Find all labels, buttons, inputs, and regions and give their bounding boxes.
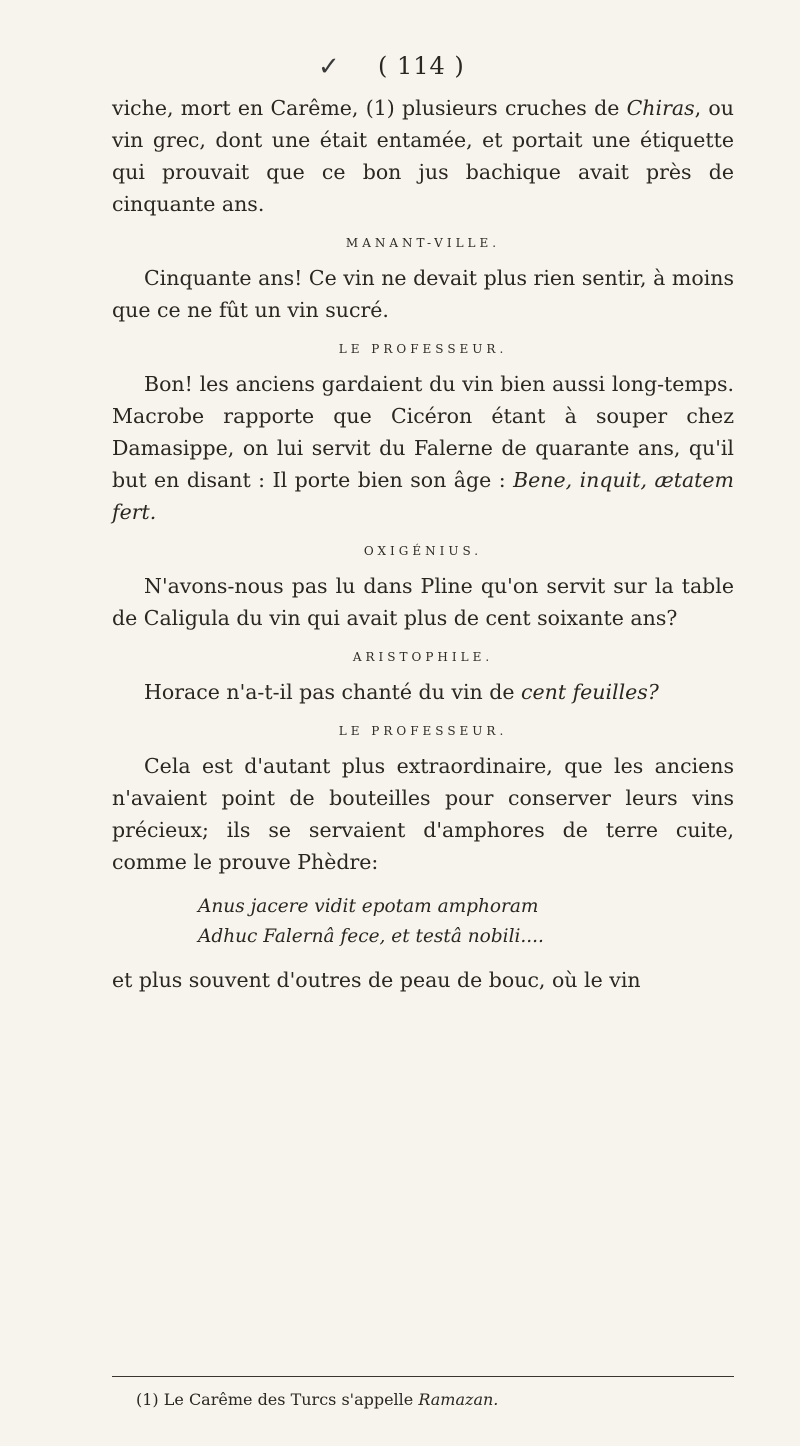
paragraph-4: N'avons-nous pas lu dans Pline qu'on servit sur la table de Caligula du vin qui avait plus de cent soixante ans? (112, 574, 734, 630)
page-number: ( 114 ) (378, 52, 465, 80)
verse-quote (112, 892, 734, 952)
paragraph-3: Bon! les anciens gardaient du vin bien aussi long-temps. Macrobe rapporte que Cicéron étant à souper chez Damasippe, on lui servit du Falerne de quarante ans, qu'il but en disant : Il porte bien son âge : Bene, inquit, ætatem fert. (112, 372, 734, 524)
footnote: (1) Le Carême des Turcs s'appelle Ramazan. (136, 1390, 499, 1409)
paragraph-7: et plus souvent d'outres de peau de bouc, où le vin (112, 968, 641, 992)
paragraph-5: Horace n'a-t-il pas chanté du vin de cent feuilles? (144, 680, 659, 704)
speaker-heading: LE PROFESSEUR. (338, 724, 508, 738)
page-header (0, 52, 800, 92)
paragraph-1: viche, mort en Carême, (1) plusieurs cruches de Chiras, ou vin grec, dont une était entamée, et portait une étiquette qui prouvait que ce bon jus bachique avait près de cinquante ans. (112, 96, 734, 216)
main-text (112, 92, 734, 996)
speaker-heading: MANANT-VILLE. (345, 236, 501, 250)
footnote-divider (112, 1376, 734, 1377)
footnote-ref: (1) (365, 96, 395, 120)
speaker-heading: OXIGÉNIUS. (363, 544, 483, 558)
check-mark-icon: ✓ (318, 52, 340, 82)
speaker-heading: LE PROFESSEUR. (338, 342, 508, 356)
speaker-heading: ARISTOPHILE. (352, 650, 494, 664)
footnote-marker: (1) (136, 1390, 159, 1409)
paragraph-6: Cela est d'autant plus extraordinaire, que les anciens n'avaient point de bouteilles pour conserver leurs vins précieux; ils se servaient d'amphores de terre cuite, comme le prouve Phèdre: (112, 754, 734, 874)
paragraph-2: Cinquante ans! Ce vin ne devait plus rien sentir, à moins que ce ne fût un vin sucré. (112, 266, 734, 322)
verse-line: Anus jacere vidit epotam amphoram (198, 896, 539, 917)
verse-line: Adhuc Falernâ fece, et testâ nobili.... (198, 926, 544, 947)
